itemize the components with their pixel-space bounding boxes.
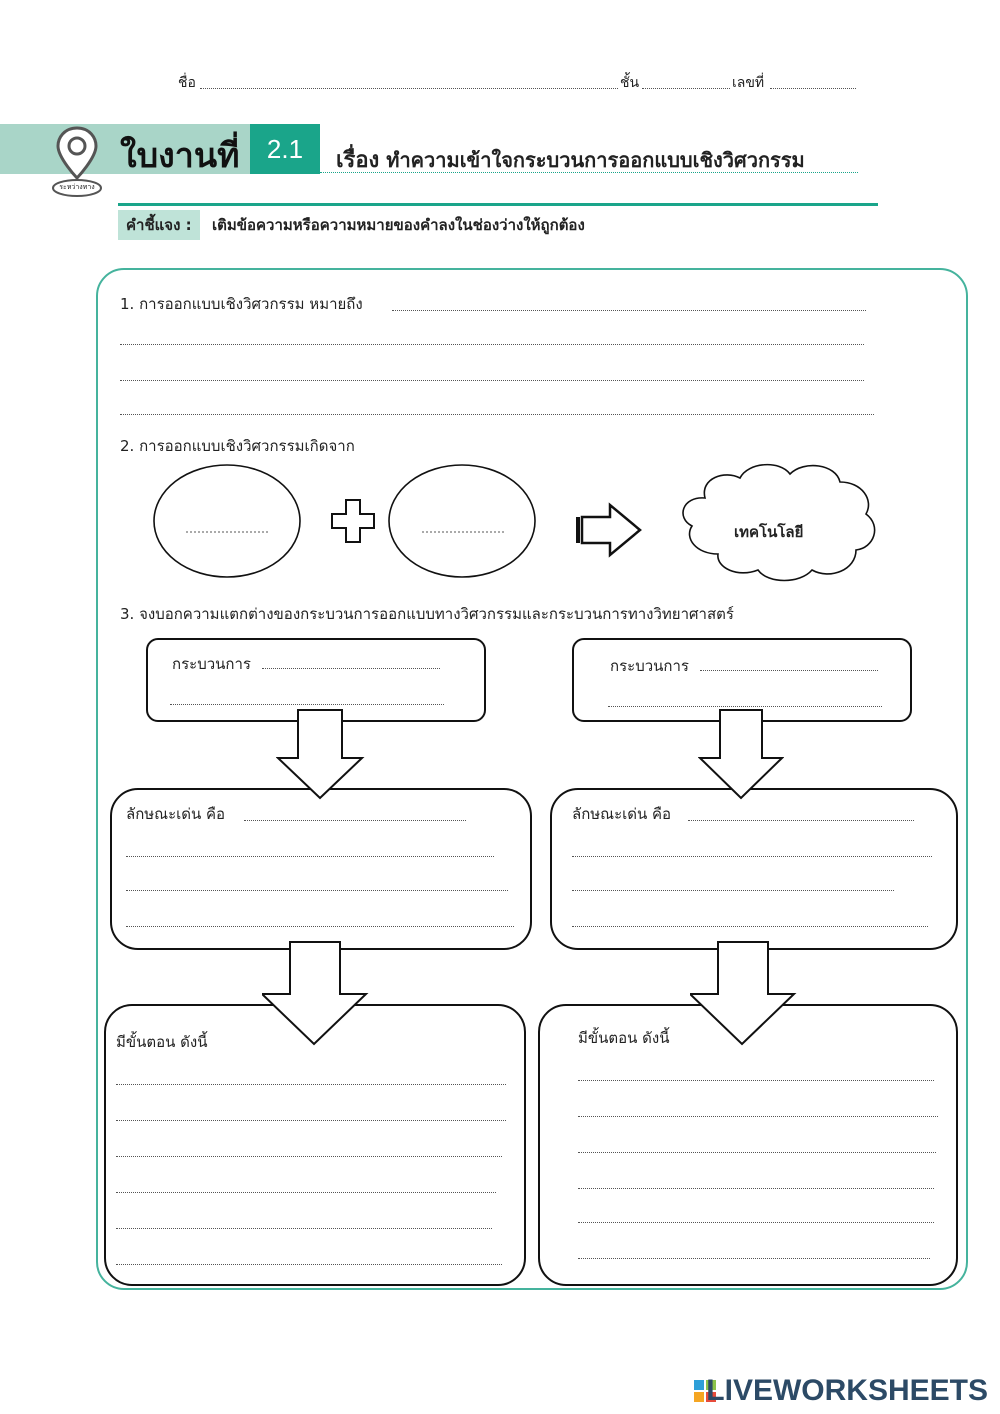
icon-caption: ระหว่างทาง bbox=[59, 183, 95, 191]
right-steps-line-2[interactable] bbox=[578, 1116, 938, 1117]
left-steps-line-4[interactable] bbox=[116, 1192, 496, 1193]
right-arrow-icon bbox=[576, 505, 640, 555]
right-down-arrow-1-icon bbox=[698, 708, 784, 800]
number-label: เลขที่ bbox=[732, 75, 765, 91]
left-steps-label: มีขั้นตอน ดังนี้ bbox=[116, 1033, 208, 1051]
q3-text: 3. จงบอกความแตกต่างของกระบวนการออกแบบทางวิศวกรรมและกระบวนการทางวิทยาศาสตร์ bbox=[120, 605, 734, 623]
left-process-field-2[interactable] bbox=[170, 704, 444, 705]
right-steps-line-5[interactable] bbox=[578, 1222, 934, 1223]
instruction-label: คำชี้แจง : bbox=[118, 210, 200, 240]
left-steps-line-5[interactable] bbox=[116, 1228, 492, 1229]
right-steps-label: มีขั้นตอน ดังนี้ bbox=[578, 1029, 670, 1047]
worksheet-number-badge: 2.1 bbox=[250, 124, 320, 174]
number-field[interactable] bbox=[770, 88, 856, 89]
subject-text: ทำความเข้าใจกระบวนการออกแบบเชิงวิศวกรรม bbox=[386, 148, 805, 172]
right-feature-line-1[interactable] bbox=[688, 820, 914, 821]
q2-text: 2. การออกแบบเชิงวิศวกรรมเกิดจาก bbox=[120, 437, 355, 455]
name-label: ชื่อ bbox=[178, 75, 196, 91]
right-steps-line-4[interactable] bbox=[578, 1188, 934, 1189]
q1-answer-line-1[interactable] bbox=[392, 310, 866, 311]
left-down-arrow-1-icon bbox=[276, 708, 366, 800]
q1-answer-line-4[interactable] bbox=[120, 414, 874, 415]
left-feature-line-2[interactable] bbox=[126, 856, 494, 857]
right-feature-line-4[interactable] bbox=[572, 926, 928, 927]
left-feature-line-1[interactable] bbox=[244, 820, 466, 821]
right-process-field-1[interactable] bbox=[700, 670, 878, 671]
name-row bbox=[178, 72, 858, 92]
plus-icon bbox=[332, 500, 374, 542]
left-process-field-1[interactable] bbox=[262, 668, 440, 669]
left-steps-line-1[interactable] bbox=[116, 1084, 506, 1085]
left-steps-line-6[interactable] bbox=[116, 1264, 502, 1265]
class-label: ชั้น bbox=[620, 75, 640, 91]
cloud-text: เทคโนโลยี bbox=[734, 523, 804, 541]
right-down-arrow-2-icon bbox=[690, 940, 798, 1048]
name-field[interactable] bbox=[200, 88, 618, 89]
q1-answer-line-2[interactable] bbox=[120, 344, 864, 345]
right-process-field-2[interactable] bbox=[608, 706, 882, 707]
right-feature-line-3[interactable] bbox=[572, 890, 894, 891]
left-feature-line-4[interactable] bbox=[126, 926, 514, 927]
left-process-label: กระบวนการ bbox=[172, 655, 251, 673]
q2-oval-right bbox=[389, 465, 535, 577]
subject-label: เรื่อง bbox=[336, 148, 380, 173]
divider bbox=[118, 203, 878, 206]
right-process-label: กระบวนการ bbox=[610, 657, 689, 675]
right-steps-line-3[interactable] bbox=[578, 1152, 936, 1153]
liveworksheets-logo: LIVEWORKSHEETS bbox=[706, 1374, 988, 1407]
left-steps-line-2[interactable] bbox=[116, 1120, 506, 1121]
instruction-text: เติมข้อความหรือความหมายของคำลงในช่องว่างให้ถูกต้อง bbox=[212, 216, 585, 234]
q2-oval-left bbox=[154, 465, 300, 577]
right-feature-label: ลักษณะเด่น คือ bbox=[572, 805, 672, 823]
right-steps-line-1[interactable] bbox=[578, 1080, 934, 1081]
left-feature-line-3[interactable] bbox=[126, 890, 508, 891]
worksheet-label: ใบงานที่ bbox=[120, 136, 240, 176]
right-feature-line-2[interactable] bbox=[572, 856, 932, 857]
left-feature-label: ลักษณะเด่น คือ bbox=[126, 805, 226, 823]
right-steps-line-6[interactable] bbox=[578, 1258, 930, 1259]
q1-answer-line-3[interactable] bbox=[120, 380, 864, 381]
left-down-arrow-2-icon bbox=[262, 940, 370, 1048]
q1-text: 1. การออกแบบเชิงวิศวกรรม หมายถึง bbox=[120, 295, 363, 313]
subject-underline bbox=[320, 172, 858, 173]
class-field[interactable] bbox=[642, 88, 730, 89]
left-steps-line-3[interactable] bbox=[116, 1156, 502, 1157]
